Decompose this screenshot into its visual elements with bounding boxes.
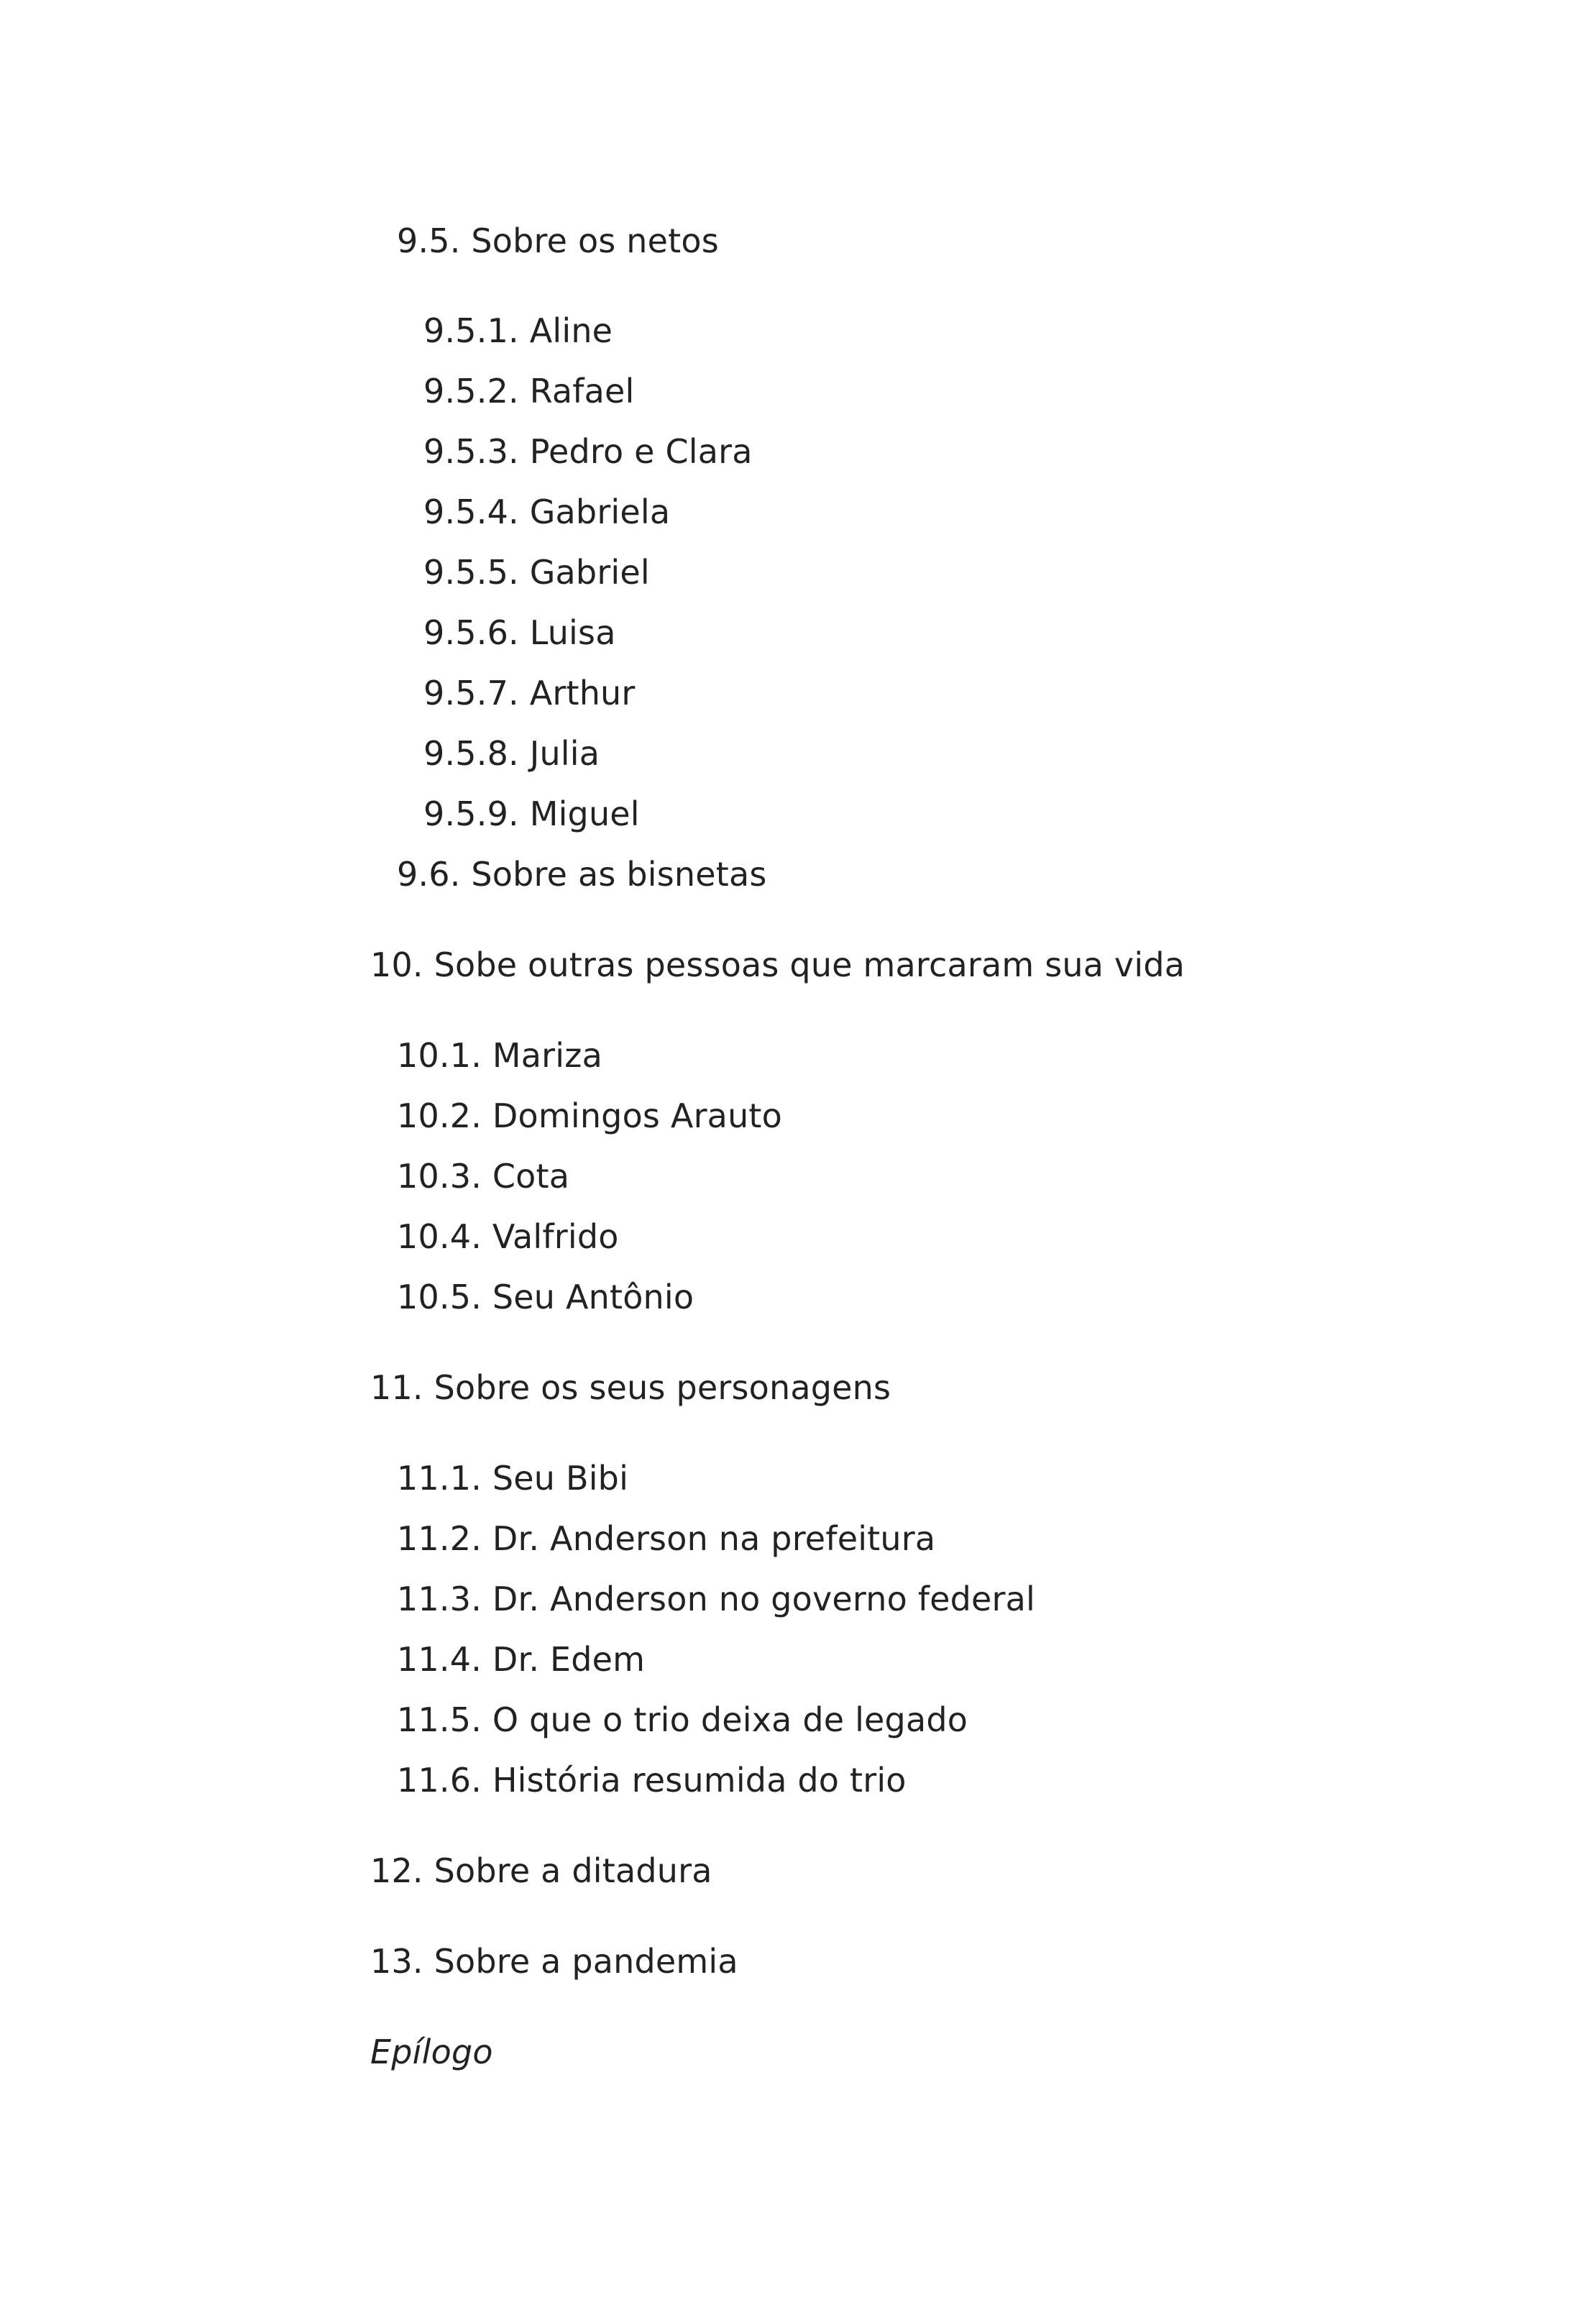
toc-entry-11-6: 11.6. História resumida do trio [397,1761,907,1800]
toc-entry-10-1: 10.1. Mariza [397,1036,602,1075]
toc-entry-12: 12. Sobre a ditadura [370,1851,712,1890]
toc-entry-11-1: 11.1. Seu Bibi [397,1459,629,1498]
toc-entry-9-5-8: 9.5.8. Julia [423,734,600,773]
toc-entry-10: 10. Sobe outras pessoas que marcaram sua vida [370,945,1185,984]
toc-entry-9-5: 9.5. Sobre os netos [397,221,719,260]
toc-entry-11-5: 11.5. O que o trio deixa de legado [397,1700,968,1739]
toc-entry-9-5-1: 9.5.1. Aline [423,311,613,350]
toc-entry-9-5-2: 9.5.2. Rafael [423,372,635,411]
toc-entry-10-2: 10.2. Domingos Arauto [397,1096,783,1135]
toc-entry-9-5-4: 9.5.4. Gabriela [423,492,671,531]
toc-entry-11-2: 11.2. Dr. Anderson na prefeitura [397,1519,936,1558]
toc-entry-9-5-5: 9.5.5. Gabriel [423,553,650,592]
toc-entry-11-3: 11.3. Dr. Anderson no governo federal [397,1580,1036,1618]
toc-entry-10-3: 10.3. Cota [397,1157,570,1196]
toc-entry-9-5-9: 9.5.9. Miguel [423,794,640,833]
toc-entry-epilogo: Epílogo [370,2033,493,2071]
toc-entry-13: 13. Sobre a pandemia [370,1942,738,1981]
toc-entry-9-6: 9.6. Sobre as bisnetas [397,855,767,894]
toc-entry-11-4: 11.4. Dr. Edem [397,1640,646,1679]
toc-entry-10-4: 10.4. Valfrido [397,1217,619,1256]
toc-entry-9-5-6: 9.5.6. Luisa [423,613,616,652]
toc-entry-9-5-3: 9.5.3. Pedro e Clara [423,432,753,471]
toc-entry-11: 11. Sobre os seus personagens [370,1368,891,1407]
toc-entry-9-5-7: 9.5.7. Arthur [423,674,636,712]
toc-entry-10-5: 10.5. Seu Antônio [397,1278,694,1316]
